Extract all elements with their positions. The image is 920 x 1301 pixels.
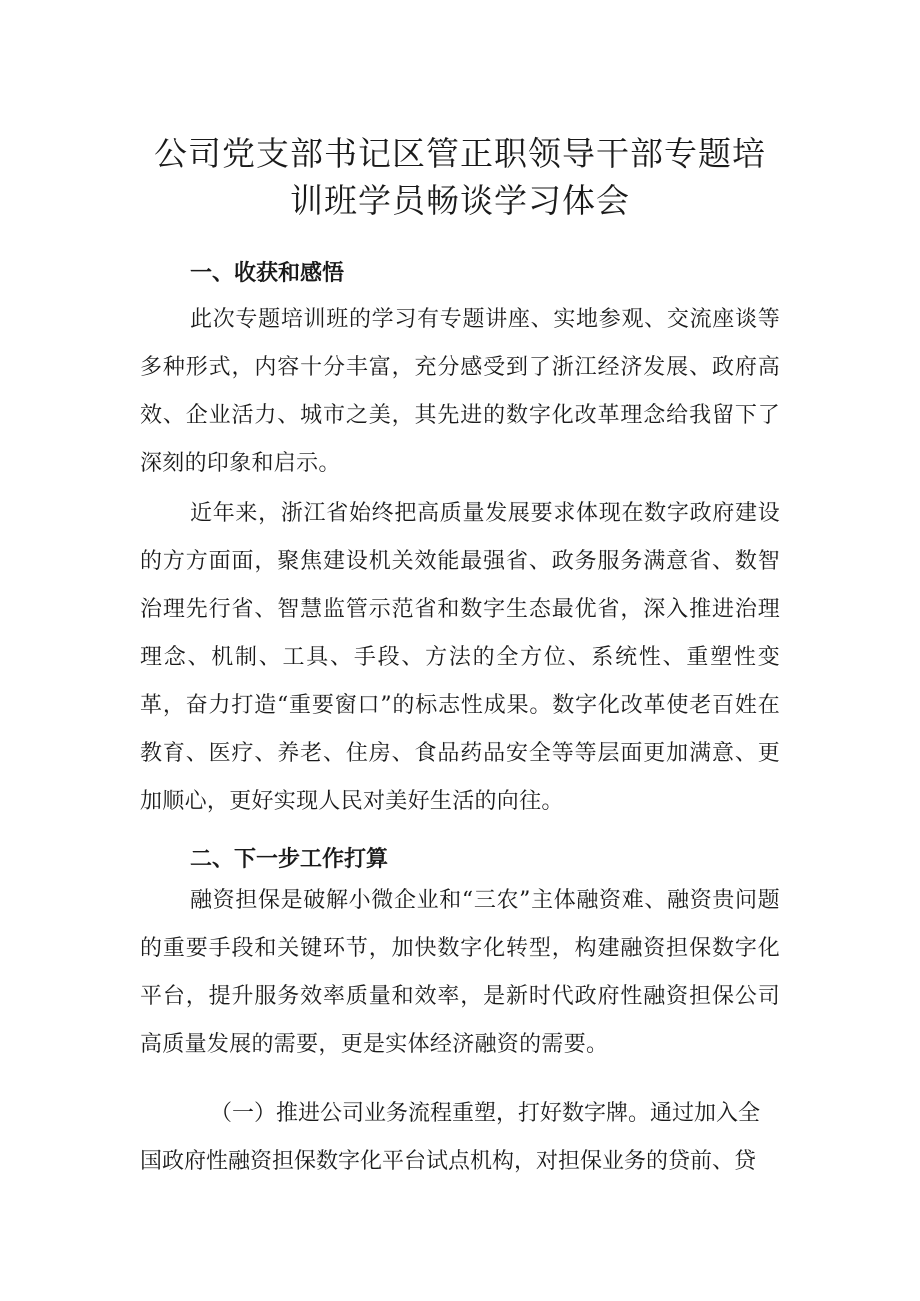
subsection-line-1: （一）推进公司业务流程重塑，打好数字牌。通过加入全 (210, 1101, 761, 1126)
section-heading-harvest: 一、收获和感悟 (190, 261, 345, 286)
document-title-line-2: 训班学员畅谈学习体会 (290, 181, 630, 220)
section-heading-next-steps: 二、下一步工作打算 (190, 847, 389, 872)
paragraph-training-overview: 此次专题培训班的学习有专题讲座、实地参观、交流座谈等多种形式，内容十分丰富，充分感受到了浙江经济发展、政府高效、企业活力、城市之美，其先进的数字化改革理念给我留下了深刻的印象和启示。 (140, 307, 780, 476)
document-title-line-1: 公司党支部书记区管正职领导干部专题培 (154, 134, 766, 173)
paragraph-zhejiang-digital-government: 近年来，浙江省始终把高质量发展要求体现在数字政府建设的方方面面，聚焦建设机关效能最强省、政务服务满意省、数智治理先行省、智慧监管示范省和数字生态最优省，深入推进治理理念、机制、工具、手段、方法的全方位、系统性、重塑性变革，奋力打造“重要窗口”的标志性成果。数字化改革使老百姓在教育、医疗、养老、住房、食品药品安全等等层面更加满意、更加顺心，更好实现人民对美好生活的向往。 (140, 501, 780, 814)
subsection-line-2: 国政府性融资担保数字化平台试点机构，对担保业务的贷前、贷 (140, 1149, 757, 1174)
paragraph-financing-guarantee: 融资担保是破解小微企业和“三农”主体融资难、融资贵问题的重要手段和关键环节，加快数字化转型，构建融资担保数字化平台，提升服务效率质量和效率，是新时代政府性融资担保公司高质量发展的需要，更是实体经济融资的需要。 (140, 888, 780, 1057)
